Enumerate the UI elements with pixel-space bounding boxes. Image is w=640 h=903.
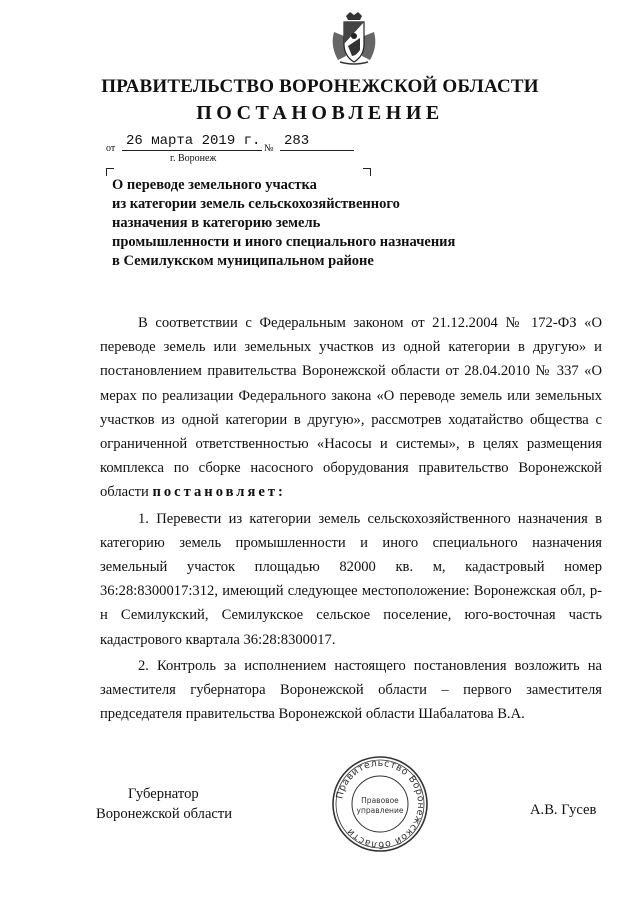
- title-corner-mark-left: [106, 168, 114, 176]
- document-date: 26 марта 2019 г.: [122, 133, 262, 151]
- paragraph-preamble: [100, 311, 602, 505]
- resolves-word: постановляет:: [152, 484, 286, 501]
- position-line: Губернатор: [128, 786, 199, 802]
- signatory-position: [96, 784, 232, 824]
- title-line: из категории земель сельскохозяйственного: [112, 196, 400, 212]
- organization-name: ПРАВИТЕЛЬСТВО ВОРОНЕЖСКОЙ ОБЛАСТИ: [101, 76, 539, 97]
- document-body: [100, 311, 602, 726]
- number-prefix: №: [264, 143, 274, 154]
- date-prefix: от: [106, 143, 116, 154]
- title-line: назначения в категорию земель: [112, 215, 321, 231]
- document-type: ПОСТАНОВЛЕНИЕ: [196, 102, 444, 124]
- seal-ring-text: Правительство Воронежской области: [334, 757, 427, 851]
- document-number: 283: [280, 133, 354, 151]
- title-line: в Семилукском муниципальном районе: [112, 253, 374, 269]
- official-seal: [330, 754, 430, 854]
- title-corner-mark-right: [363, 168, 371, 176]
- seal-center-line2: управление: [356, 806, 404, 815]
- paragraph-item-2: 2. Контроль за исполнением настоящего постановления возложить на заместителя губернатора Воронежской области – первого заместителя председателя правительства Воронежской области Шабалатова В.А.: [100, 657, 602, 723]
- city-label: г. Воронеж: [170, 153, 217, 164]
- title-line: О переводе земельного участка: [112, 177, 317, 193]
- paragraph-item-1: 1. Перевести из категории земель сельскохозяйственного назначения в категорию земель промышленности и иного специального назначения земельный участок площадью 82000 кв. м, кадастровый номер 36:28:8300017:312, имеющий следующее местоположение: Воронежская обл, р-н Семилукский, Семилукское сельское поселение, юго-восточная часть кадастрового квартала 36:28:8300017.: [100, 510, 602, 648]
- document-title: [112, 176, 532, 271]
- signatory-name: А.В. Гусев: [530, 802, 597, 818]
- coat-of-arms-icon: [326, 10, 382, 66]
- position-line: Воронежской области: [96, 806, 233, 822]
- title-line: промышленности и иного специального назначения: [112, 234, 456, 250]
- seal-center-line1: Правовое: [361, 796, 399, 805]
- preamble-text: В соответствии с Федеральным законом от 21.12.2004 № 172-ФЗ «О переводе земель или земельных участков из одной категории в другую» и постановлением правительства Воронежской области от 28.04.2010 № 337 «О мерах по реализации Федерального закона «О переводе земель или земельных участков из одной категории в другую», рассмотрев ходатайство общества с ограниченной ответственностью «Насосы и системы», в целях размещения комплекса по сборке насосного оборудования правительство Воронежской области: [100, 315, 602, 501]
